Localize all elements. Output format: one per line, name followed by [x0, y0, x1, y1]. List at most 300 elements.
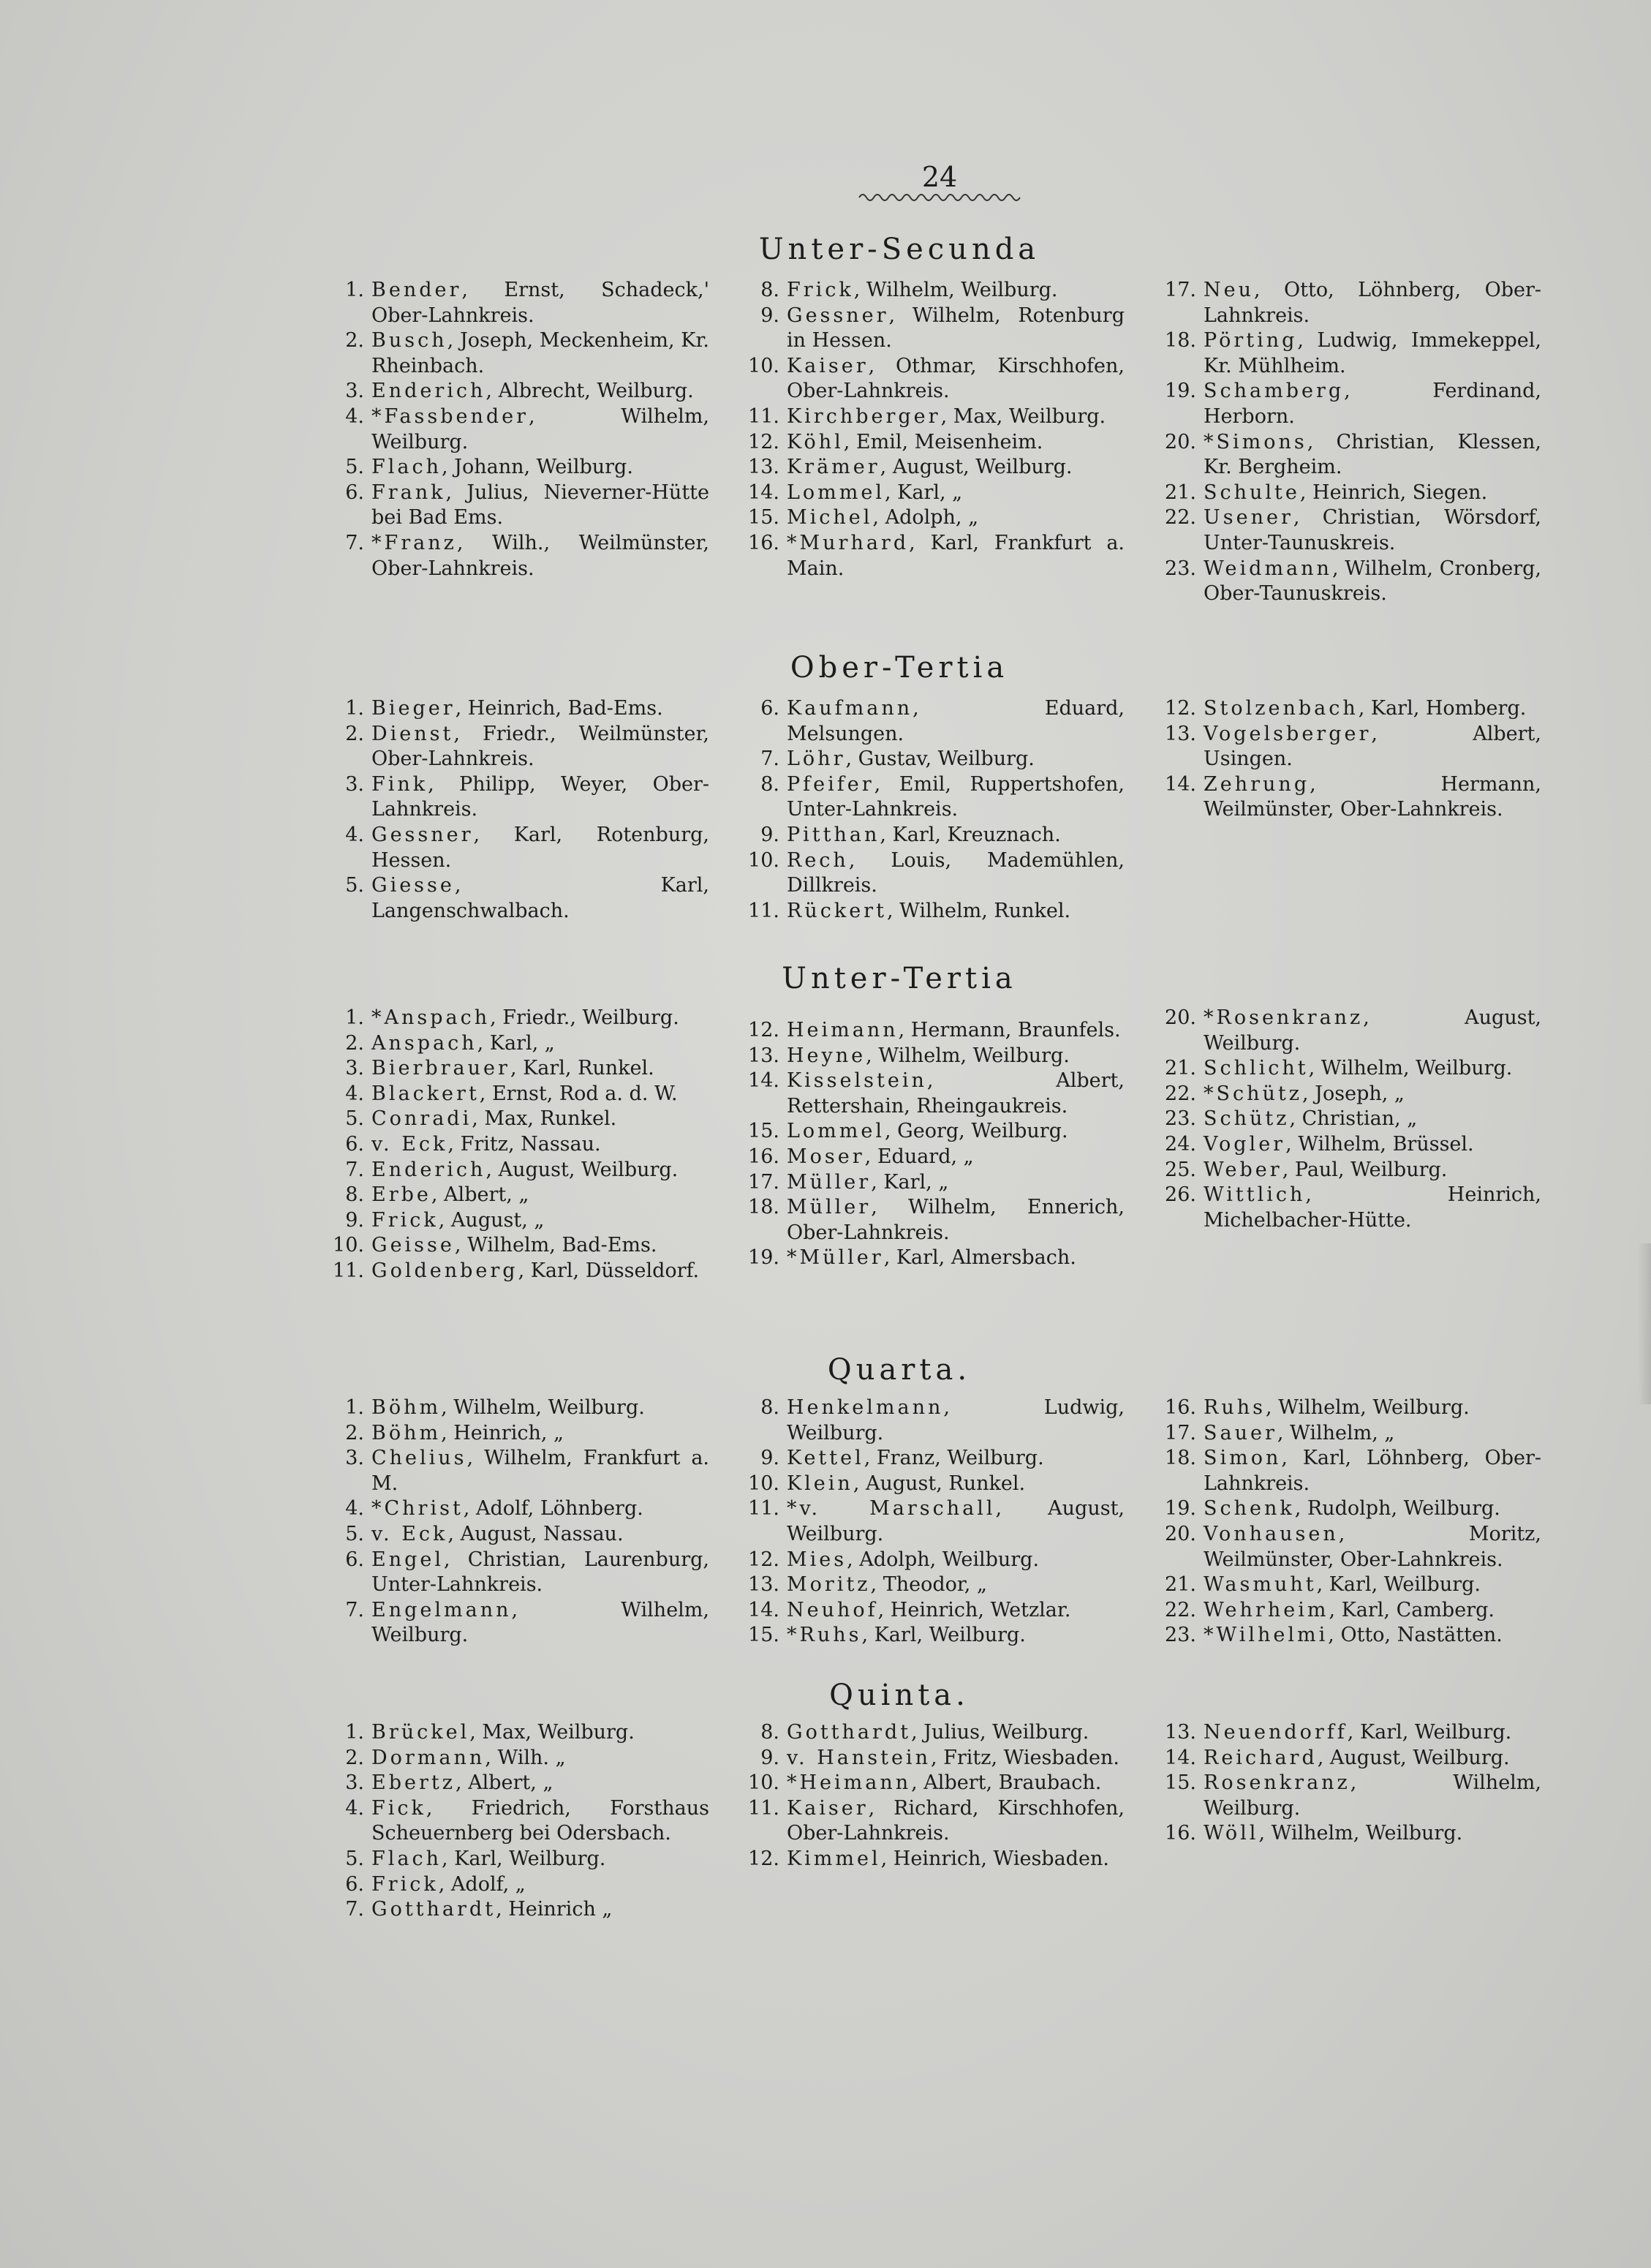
- item-number: 14.: [748, 481, 779, 504]
- student-surname: Kettel: [787, 1447, 864, 1470]
- item-number: 21.: [1165, 1573, 1196, 1597]
- student-details: , Wilhelm, Weilburg.: [1204, 1771, 1541, 1820]
- student-details: , Fritz, Nassau.: [447, 1132, 601, 1156]
- student-details: , Fritz, Wiesbaden.: [930, 1746, 1120, 1769]
- item-number: 17.: [1165, 1421, 1196, 1444]
- list-column: [1161, 1395, 1541, 1649]
- student-surname: Böhm: [371, 1396, 442, 1419]
- student-details: , Joseph, Meckenheim, Kr. Rheinbach.: [371, 329, 709, 377]
- list-item: [329, 1496, 709, 1522]
- student-details: , Wilhelm, Cronberg, Ober-Taunuskreis.: [1204, 557, 1541, 606]
- page-edge-shadow: [1638, 1243, 1651, 1404]
- list-item: [1161, 557, 1541, 607]
- student-surname: Gessner: [787, 304, 889, 327]
- list-item: [329, 1446, 709, 1496]
- student-details: , Heinrich, Bad-Ems.: [455, 697, 663, 720]
- item-number: 5.: [345, 1847, 364, 1870]
- student-details: , Wilhelm, Weilburg.: [1258, 1822, 1463, 1845]
- student-details: , Otto, Löhnberg, Ober-Lahnkreis.: [1204, 279, 1541, 327]
- student-details: , Karl, „: [477, 1031, 555, 1055]
- student-surname: Gessner: [371, 823, 474, 846]
- student-details: , Wilhelm, Weilburg.: [371, 1598, 709, 1647]
- item-number: 11.: [748, 1796, 779, 1820]
- student-surname: Gotthardt: [787, 1721, 912, 1744]
- item-number: 3.: [345, 380, 364, 403]
- item-number: 10.: [748, 1771, 779, 1795]
- item-number: 2.: [345, 329, 364, 353]
- item-number: 7.: [345, 1598, 364, 1621]
- item-number: 13.: [748, 1573, 779, 1597]
- list-item: [329, 1395, 709, 1421]
- list-item: [744, 1623, 1125, 1649]
- item-number: 7.: [345, 531, 364, 554]
- list-item: [329, 1421, 709, 1447]
- item-number: 9.: [760, 823, 779, 846]
- list-item: [1161, 1082, 1541, 1107]
- list-item: [329, 1233, 709, 1259]
- item-number: 21.: [1165, 481, 1196, 504]
- item-number: 12.: [748, 430, 779, 453]
- item-number: 2.: [345, 1746, 364, 1769]
- student-surname: *Murhard: [787, 531, 910, 554]
- student-surname: Müller: [787, 1170, 872, 1194]
- student-surname: Wittlich: [1204, 1183, 1306, 1207]
- student-details: , August, Weilburg.: [880, 456, 1073, 479]
- student-surname: Heimann: [787, 1019, 899, 1041]
- item-number: 6.: [345, 1548, 364, 1571]
- item-number: 4.: [345, 1082, 364, 1105]
- student-details: , Franz, Weilburg.: [864, 1447, 1044, 1470]
- list-item: [329, 823, 709, 873]
- student-details: , Christian, Klessen, Kr. Bergheim.: [1204, 430, 1541, 479]
- student-surname: Ruhs: [1204, 1396, 1266, 1419]
- student-surname: *Fassbender: [371, 404, 529, 428]
- list-item: [744, 1246, 1125, 1271]
- item-number: 4.: [345, 1796, 364, 1820]
- item-number: 6.: [345, 481, 364, 504]
- list-column: [744, 1018, 1125, 1271]
- list-item: [744, 1572, 1125, 1598]
- item-number: 21.: [1165, 1057, 1196, 1080]
- list-item: [329, 531, 709, 581]
- list-item: [1161, 379, 1541, 429]
- student-details: , Heinrich, Wiesbaden.: [880, 1847, 1109, 1870]
- student-surname: Kaiser: [787, 1796, 869, 1820]
- student-details: , Ernst, Rod a. d. W.: [479, 1082, 678, 1105]
- student-details: , Albert, „: [455, 1771, 554, 1795]
- list-item: [744, 1170, 1125, 1196]
- student-surname: Pörting: [1204, 329, 1298, 353]
- item-number: 23.: [1165, 1624, 1196, 1647]
- student-surname: Frick: [371, 1208, 439, 1232]
- item-number: 24.: [1165, 1132, 1196, 1156]
- student-surname: Conradi: [371, 1107, 472, 1131]
- list-item: [744, 1496, 1125, 1547]
- student-details: , August, Weilburg.: [486, 1158, 679, 1181]
- list-item: [1161, 1522, 1541, 1572]
- item-number: 5.: [345, 1522, 364, 1545]
- student-details: , Ernst, Schadeck,' Ober-Lahnkreis.: [371, 279, 709, 327]
- list-item: [744, 278, 1125, 304]
- item-number: 4.: [345, 823, 364, 846]
- student-surname: Dormann: [371, 1746, 486, 1769]
- student-details: , Emil, Ruppertshofen, Unter-Lahnkreis.: [787, 772, 1125, 821]
- list-column: [744, 278, 1125, 581]
- student-surname: Bierbrauer: [371, 1057, 510, 1080]
- student-details: , Louis, Mademühlen, Dillkreis.: [787, 848, 1125, 897]
- item-number: 23.: [1165, 1107, 1196, 1131]
- student-surname: Brückel: [371, 1721, 470, 1744]
- item-number: 9.: [760, 1746, 779, 1769]
- student-surname: Flach: [371, 1847, 442, 1870]
- item-number: 16.: [1165, 1396, 1196, 1419]
- student-details: , Julius, Nieverner-Hütte bei Bad Ems.: [371, 481, 709, 530]
- student-details: , Wilh., Weilmünster, Ober-Lahnkreis.: [371, 531, 709, 580]
- item-number: 4.: [345, 1497, 364, 1521]
- list-item: [329, 696, 709, 722]
- student-surname: Schütz: [1204, 1107, 1290, 1131]
- section-title: Quarta.: [827, 1353, 972, 1387]
- item-number: 2.: [345, 722, 364, 745]
- item-number: 12.: [748, 1847, 779, 1870]
- item-number: 3.: [345, 1771, 364, 1795]
- list-column: [329, 278, 709, 581]
- student-details: , Hermann, Weilmünster, Ober-Lahnkreis.: [1204, 772, 1541, 821]
- list-item: [744, 404, 1125, 430]
- student-details: , Karl, Düsseldorf.: [518, 1259, 700, 1282]
- list-item: [329, 1183, 709, 1208]
- student-surname: Fick: [371, 1796, 426, 1820]
- student-surname: Kirchberger: [787, 404, 941, 428]
- student-details: , August, Runkel.: [853, 1472, 1026, 1495]
- list-item: [329, 379, 709, 404]
- student-details: , August, Weilburg.: [1317, 1746, 1510, 1769]
- student-details: , Ludwig, Weilburg.: [787, 1396, 1125, 1444]
- item-number: 6.: [345, 1872, 364, 1896]
- student-surname: Engelmann: [371, 1598, 512, 1621]
- item-number: 17.: [1165, 279, 1196, 301]
- item-number: 5.: [345, 1107, 364, 1131]
- item-number: 5.: [345, 456, 364, 479]
- item-number: 1.: [345, 697, 364, 720]
- list-item: [1161, 696, 1541, 722]
- student-details: , Karl, Camberg.: [1329, 1598, 1495, 1621]
- list-item: [744, 747, 1125, 772]
- item-number: 15.: [748, 1624, 779, 1647]
- student-surname: Erbe: [371, 1183, 431, 1207]
- student-surname: *Heimann: [787, 1771, 912, 1795]
- list-item: [329, 1720, 709, 1746]
- student-surname: Bender: [371, 279, 462, 301]
- item-number: 10.: [748, 1472, 779, 1495]
- list-column: [744, 696, 1125, 924]
- item-number: 16.: [748, 1145, 779, 1168]
- student-details: , Eduard, „: [864, 1145, 974, 1168]
- student-details: , Wilh. „: [485, 1746, 566, 1769]
- list-column: [1161, 1720, 1541, 1847]
- item-number: 9.: [760, 304, 779, 327]
- list-item: [744, 823, 1125, 848]
- list-item: [744, 899, 1125, 924]
- student-surname: Weber: [1204, 1158, 1282, 1181]
- item-number: 8.: [760, 279, 779, 301]
- student-details: , Adolf, „: [438, 1872, 526, 1896]
- student-surname: Böhm: [371, 1421, 442, 1444]
- student-surname: Kisselstein: [787, 1069, 927, 1093]
- list-item: [1161, 1446, 1541, 1496]
- student-details: , Karl, Homberg.: [1358, 697, 1527, 720]
- section-title: Ober-Tertia: [790, 651, 1009, 685]
- item-number: 6.: [345, 1132, 364, 1156]
- student-details: , Adolph, Weilburg.: [847, 1548, 1040, 1571]
- student-surname: Schulte: [1204, 481, 1300, 504]
- student-surname: Enderich: [371, 380, 486, 403]
- item-number: 3.: [345, 1057, 364, 1080]
- list-item: [744, 1598, 1125, 1624]
- student-surname: *Simons: [1204, 430, 1307, 453]
- student-surname: Bieger: [371, 697, 456, 720]
- page-number: 24: [921, 161, 958, 193]
- list-item: [744, 772, 1125, 823]
- list-item: [329, 1897, 709, 1923]
- list-item: [329, 873, 709, 924]
- list-item: [744, 1119, 1125, 1145]
- item-number: 3.: [345, 772, 364, 796]
- student-surname: Mies: [787, 1548, 847, 1571]
- list-item: [329, 1771, 709, 1796]
- list-item: [744, 1472, 1125, 1497]
- student-surname: Lommel: [787, 1120, 885, 1143]
- list-column: [744, 1395, 1125, 1649]
- student-details: , Otto, Nastätten.: [1328, 1624, 1503, 1647]
- student-surname: Vogler: [1204, 1132, 1286, 1156]
- student-surname: Vogelsberger: [1204, 722, 1372, 745]
- list-item: [1161, 1056, 1541, 1082]
- student-details: , Emil, Meisenheim.: [843, 430, 1043, 453]
- student-details: , Gustav, Weilburg.: [845, 747, 1035, 771]
- list-item: [329, 1006, 709, 1031]
- item-number: 14.: [748, 1598, 779, 1621]
- student-surname: Michel: [787, 506, 873, 530]
- student-details: , Heinrich, Siegen.: [1299, 481, 1488, 504]
- item-number: 14.: [1165, 1746, 1196, 1769]
- list-column: [1161, 278, 1541, 607]
- list-item: [744, 354, 1125, 404]
- item-number: 15.: [748, 506, 779, 530]
- list-item: [1161, 1821, 1541, 1847]
- student-details: , Karl, Rotenburg, Hessen.: [371, 823, 709, 872]
- student-details: , Johann, Weilburg.: [441, 456, 633, 479]
- list-item: [1161, 481, 1541, 506]
- list-item: [329, 278, 709, 328]
- list-item: [744, 531, 1125, 581]
- student-surname: *Anspach: [371, 1006, 491, 1029]
- student-details: , Heinrich, Wetzlar.: [877, 1598, 1071, 1621]
- list-item: [744, 1044, 1125, 1069]
- list-column: [329, 1720, 709, 1923]
- student-details: , Karl, Weilburg.: [1316, 1573, 1481, 1597]
- list-item: [744, 455, 1125, 481]
- list-item: [329, 722, 709, 772]
- student-details: , Wilhelm, Ennerich, Ober-Lahnkreis.: [787, 1196, 1125, 1244]
- student-surname: Chelius: [371, 1447, 467, 1470]
- item-number: 11.: [748, 899, 779, 922]
- list-item: [329, 1158, 709, 1183]
- student-details: , Karl, „: [871, 1170, 949, 1194]
- list-item: [1161, 1006, 1541, 1056]
- student-surname: Vonhausen: [1204, 1522, 1339, 1545]
- item-number: 9.: [760, 1447, 779, 1470]
- student-details: , Wilhelm, Runkel.: [886, 899, 1071, 922]
- student-surname: Reichard: [1204, 1746, 1318, 1769]
- list-column: [1161, 1006, 1541, 1233]
- student-details: , Karl, Runkel.: [510, 1057, 654, 1080]
- student-surname: Schlicht: [1204, 1057, 1309, 1080]
- student-surname: Flach: [371, 456, 442, 479]
- item-number: 19.: [748, 1246, 779, 1270]
- student-surname: Lommel: [787, 481, 885, 504]
- student-details: , Georg, Weilburg.: [885, 1120, 1068, 1143]
- student-surname: Rückert: [787, 899, 887, 922]
- student-surname: Giesse: [371, 874, 455, 897]
- item-number: 10.: [333, 1234, 364, 1257]
- item-number: 13.: [1165, 1721, 1196, 1744]
- student-surname: v. Eck: [371, 1522, 448, 1545]
- list-item: [329, 1031, 709, 1057]
- item-number: 18.: [1165, 1447, 1196, 1470]
- student-surname: Rosenkranz: [1204, 1771, 1350, 1795]
- item-number: 2.: [345, 1421, 364, 1444]
- student-details: , Karl, Almersbach.: [883, 1246, 1076, 1270]
- item-number: 18.: [1165, 329, 1196, 353]
- student-surname: Moritz: [787, 1573, 871, 1597]
- student-details: , Rudolph, Weilburg.: [1294, 1497, 1500, 1521]
- list-item: [744, 1195, 1125, 1246]
- list-item: [329, 1208, 709, 1234]
- item-number: 16.: [1165, 1822, 1196, 1845]
- list-item: [329, 404, 709, 455]
- item-number: 3.: [345, 1447, 364, 1470]
- list-item: [744, 1746, 1125, 1771]
- item-number: 20.: [1165, 1006, 1196, 1029]
- item-number: 11.: [748, 1497, 779, 1521]
- student-surname: Neu: [1204, 279, 1254, 301]
- item-number: 12.: [748, 1548, 779, 1571]
- item-number: 14.: [748, 1069, 779, 1093]
- list-item: [329, 1548, 709, 1598]
- student-details: , Heinrich „: [496, 1898, 613, 1921]
- student-details: , Max, Runkel.: [472, 1107, 617, 1131]
- item-number: 14.: [1165, 772, 1196, 796]
- student-surname: Frank: [371, 481, 446, 504]
- list-item: [744, 1145, 1125, 1170]
- item-number: 22.: [1165, 1082, 1196, 1105]
- list-column: [329, 1006, 709, 1284]
- list-column: [329, 1395, 709, 1649]
- list-item: [329, 1847, 709, 1872]
- list-item: [744, 1720, 1125, 1746]
- list-item: [744, 1796, 1125, 1847]
- student-details: , August, Nassau.: [447, 1522, 624, 1545]
- student-details: , Moritz, Weilmünster, Ober-Lahnkreis.: [1204, 1522, 1541, 1571]
- item-number: 1.: [345, 1721, 364, 1744]
- student-surname: Simon: [1204, 1447, 1282, 1470]
- list-item: [1161, 1598, 1541, 1624]
- list-item: [1161, 722, 1541, 772]
- student-details: , Christian, „: [1289, 1107, 1418, 1131]
- list-item: [1161, 1183, 1541, 1233]
- item-number: 13.: [748, 1044, 779, 1067]
- list-item: [1161, 1158, 1541, 1183]
- page-number-ornament: [855, 189, 1024, 203]
- item-number: 19.: [1165, 380, 1196, 403]
- item-number: 19.: [1165, 1497, 1196, 1521]
- student-details: , Theodor, „: [870, 1573, 987, 1597]
- list-item: [1161, 505, 1541, 556]
- student-surname: Neuhof: [787, 1598, 878, 1621]
- item-number: 13.: [1165, 722, 1196, 745]
- list-item: [1161, 1623, 1541, 1649]
- list-item: [329, 1796, 709, 1847]
- student-surname: Moser: [787, 1145, 865, 1168]
- student-details: , Othmar, Kirschhofen, Ober-Lahnkreis.: [787, 354, 1125, 403]
- list-item: [329, 1872, 709, 1898]
- student-details: , Karl, Weilburg.: [861, 1624, 1026, 1647]
- item-number: 11.: [333, 1259, 364, 1282]
- list-item: [744, 481, 1125, 506]
- item-number: 7.: [345, 1158, 364, 1181]
- item-number: 16.: [748, 531, 779, 554]
- student-surname: v. Hanstein: [787, 1746, 931, 1769]
- student-surname: Anspach: [371, 1031, 477, 1055]
- student-details: , Eduard, Melsungen.: [787, 697, 1125, 745]
- student-surname: Engel: [371, 1548, 444, 1571]
- list-item: [329, 328, 709, 379]
- student-details: , Albert, „: [431, 1183, 529, 1207]
- student-details: , Wilhelm, „: [1277, 1421, 1395, 1444]
- student-details: , Max, Weilburg.: [469, 1721, 635, 1744]
- student-details: , Wilhelm, Rotenburg in Hessen.: [787, 304, 1125, 353]
- student-details: , Wilhelm, Weilburg.: [1265, 1396, 1470, 1419]
- item-number: 8.: [760, 1721, 779, 1744]
- list-item: [329, 1746, 709, 1771]
- list-item: [744, 848, 1125, 899]
- student-details: , Adolf, Löhnberg.: [463, 1497, 643, 1521]
- student-surname: Blackert: [371, 1082, 480, 1105]
- item-number: 2.: [345, 1031, 364, 1055]
- list-item: [744, 1548, 1125, 1573]
- item-number: 8.: [345, 1183, 364, 1207]
- student-surname: Pfeifer: [787, 772, 874, 796]
- student-details: , Karl, Langenschwalbach.: [371, 874, 709, 922]
- student-surname: *v. Marschall: [787, 1497, 996, 1521]
- item-number: 9.: [345, 1208, 364, 1232]
- student-details: , Julius, Weilburg.: [911, 1721, 1089, 1744]
- student-surname: Pitthan: [787, 823, 880, 846]
- student-surname: Rech: [787, 848, 849, 872]
- student-details: , Joseph, „: [1301, 1082, 1405, 1105]
- student-surname: *Christ: [371, 1497, 464, 1521]
- student-surname: *Müller: [787, 1246, 884, 1270]
- student-surname: Henkelmann: [787, 1396, 944, 1419]
- student-details: , Ludwig, Immekeppel, Kr. Mühlheim.: [1204, 329, 1541, 377]
- student-details: , Richard, Kirschhofen, Ober-Lahnkreis.: [787, 1796, 1125, 1845]
- list-item: [329, 481, 709, 531]
- student-details: , Albert, Braubach.: [911, 1771, 1102, 1795]
- student-details: , Wilhelm, Bad-Ems.: [454, 1234, 657, 1257]
- student-surname: *Wilhelmi: [1204, 1624, 1329, 1647]
- item-number: 15.: [748, 1120, 779, 1143]
